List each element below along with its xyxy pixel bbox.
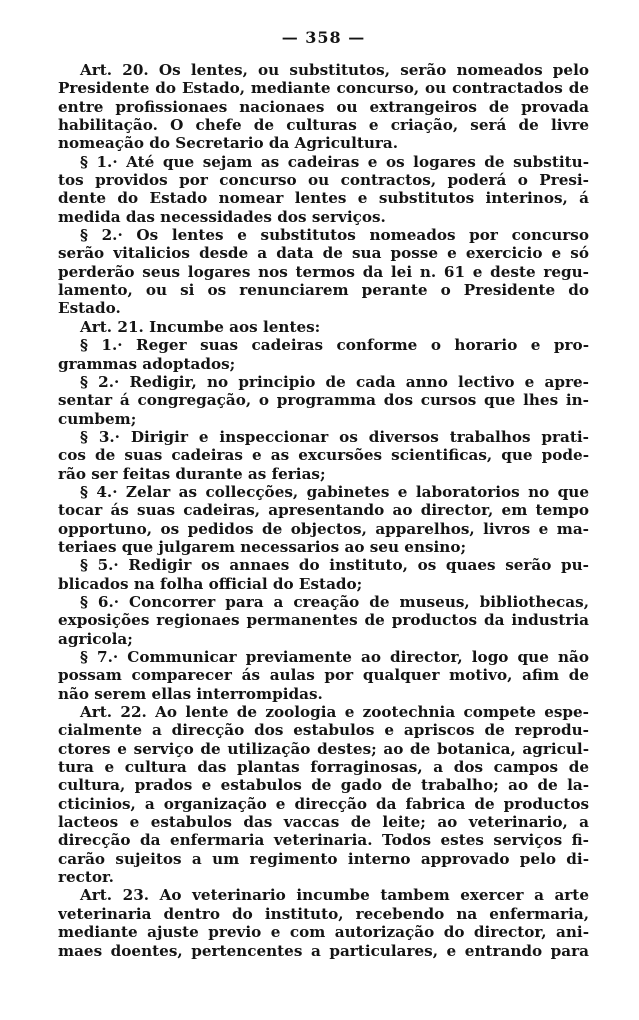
- page-number: — 358 —: [281, 28, 366, 47]
- text-line: veterinaria dentro do instituto, recebendo na enfermaria,: [58, 904, 589, 923]
- text-line: tos providos por concurso ou contractos, poderá o Presi-: [58, 171, 589, 190]
- text-line: Presidente do Estado, mediante concurso, ou contractados de: [58, 79, 589, 98]
- text-line: cultura, prados e estabulos de gado de trabalho; ao de la-: [58, 776, 589, 795]
- text-line: habilitação. O chefe de culturas e criação, será de livre: [58, 116, 589, 135]
- text-line: carão sujeitos a um regimento interno approvado pelo di-: [58, 849, 589, 868]
- text-line: § 2.· Redigir, no principio de cada anno lectivo e apre-: [80, 372, 589, 391]
- text-line: agricola;: [58, 629, 133, 648]
- text-line: cumbem;: [58, 409, 137, 428]
- text-line: cticinios, a organização e direcção da fabrica de productos: [58, 794, 589, 813]
- text-line: direcção da enfermaria veterinaria. Todos estes serviços fi-: [58, 831, 589, 850]
- text-line: § 1.· Reger suas cadeiras conforme o horario e pro-: [80, 336, 589, 355]
- text-line: Art. 23. Ao veterinario incumbe tambem exercer a arte: [80, 886, 589, 905]
- text-line: teriaes que julgarem necessarios ao seu ensino;: [58, 537, 467, 556]
- text-line: lamento, ou si os renunciarem perante o Presidente do: [58, 281, 589, 300]
- text-line: rão ser feitas durante as ferias;: [58, 464, 326, 483]
- text-line: perderão seus logares nos termos da lei n. 61 e deste regu-: [58, 262, 589, 281]
- text-line: dente do Estado nomear lentes e substitutos interinos, á: [58, 189, 589, 208]
- text-line: § 5.· Redigir os annaes do instituto, os quaes serão pu-: [80, 556, 589, 575]
- text-line: tura e cultura das plantas forraginosas, a dos campos de: [58, 758, 589, 777]
- text-line: blicados na folha official do Estado;: [58, 574, 363, 593]
- text-line: serão vitalicios desde a data de sua posse e exercicio e só: [58, 244, 589, 263]
- text-line: lacteos e estabulos das vaccas de leite; ao veterinario, a: [58, 813, 589, 832]
- text-line: cos de suas cadeiras e as excursões scientificas, que pode-: [58, 446, 589, 465]
- text-line: medida das necessidades dos serviços.: [58, 207, 386, 226]
- document-body: [58, 61, 589, 960]
- text-line: § 4.· Zelar as collecções, gabinetes e laboratorios no que: [80, 482, 589, 501]
- text-line: maes doentes, pertencentes a particulares, e entrando para: [58, 941, 589, 960]
- text-line: exposições regionaes permanentes de productos da industria: [58, 611, 589, 630]
- text-line: ctores e serviço de utilização destes; ao de botanica, agricul-: [58, 739, 589, 758]
- text-line: opportuno, os pedidos de objectos, apparelhos, livros e ma-: [58, 519, 589, 538]
- text-line: Art. 20. Os lentes, ou substitutos, serão nomeados pelo: [80, 61, 589, 79]
- text-line: Estado.: [58, 299, 121, 318]
- text-line: nomeação do Secretario da Agricultura.: [58, 134, 399, 153]
- text-line: § 2.· Os lentes e substitutos nomeados por concurso: [80, 226, 589, 245]
- text-line: cialmente a direcção dos estabulos e apriscos de reprodu-: [58, 721, 589, 740]
- text-line: § 3.· Dirigir e inspeccionar os diversos trabalhos prati-: [80, 427, 589, 446]
- text-line: rector.: [58, 868, 114, 887]
- text-line: sentar á congregação, o programma dos cursos que lhes in-: [58, 391, 589, 410]
- text-line: mediante ajuste previo e com autorização do director, ani-: [58, 923, 589, 942]
- text-line: possam comparecer ás aulas por qualquer motivo, afim de: [58, 666, 589, 685]
- text-line: Art. 21. Incumbe aos lentes:: [80, 317, 321, 336]
- text-line: § 7.· Communicar previamente ao director, logo que não: [80, 648, 589, 666]
- text-line: § 1.· Até que sejam as cadeiras e os logares de substitu-: [80, 152, 589, 171]
- text-line: grammas adoptados;: [58, 354, 236, 373]
- text-line: § 6.· Concorrer para a creação de museus, bibliothecas,: [80, 592, 589, 611]
- text-line: entre profissionaes nacionaes ou extrangeiros de provada: [58, 97, 589, 116]
- text-line: não serem ellas interrompidas.: [58, 684, 323, 703]
- text-line: tocar ás suas cadeiras, apresentando ao director, em tempo: [58, 501, 589, 520]
- text-line: Art. 22. Ao lente de zoologia e zootechnia compete espe-: [80, 703, 589, 722]
